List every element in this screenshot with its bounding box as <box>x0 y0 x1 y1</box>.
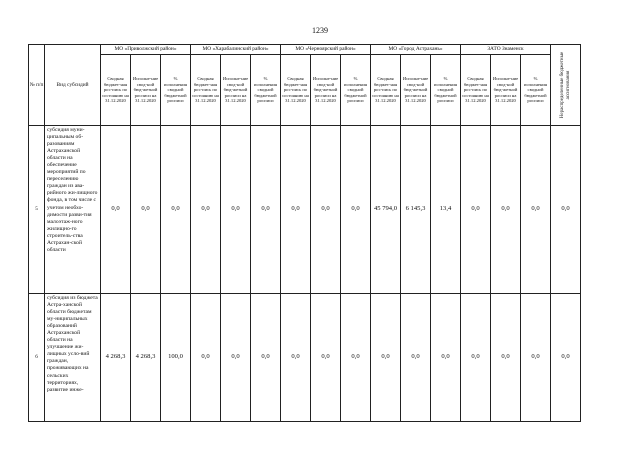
value-cell: 45 794,0 <box>371 126 401 294</box>
header-unallocated <box>551 45 581 126</box>
budget-table <box>28 44 581 422</box>
value-cell: 4 268,3 <box>131 294 161 422</box>
value-cell: 0,0 <box>461 126 491 294</box>
header-group-znamensk: ЗАТО Знаменск <box>461 45 551 55</box>
header-pct: % исполнения сводной бюджетной росписи <box>251 55 281 126</box>
value-cell: 0,0 <box>401 294 431 422</box>
value-cell: 0,0 <box>431 294 461 422</box>
header-plan: Сводная бюджет-ная рос-пись по состоянию на 31.12.2020 <box>191 55 221 126</box>
value-cell: 0,0 <box>341 126 371 294</box>
header-plan: Сводная бюджет-ная рос-пись по состоянию на 31.12.2020 <box>101 55 131 126</box>
header-pct: % исполнения сводной бюджетной росписи <box>431 55 461 126</box>
value-cell: 0,0 <box>131 126 161 294</box>
table-row <box>29 294 581 422</box>
subsidy-name: субсидия муни-ципальным об-разованиям Астраханской области на обеспечение мероприятий по переселению граждан из ава-рийного жи-лищного фонда, в том числе с учетом необхо-димости разви-тия малоэтаж-ного жилищно-го строитель-ства Астрахан-ской области <box>45 126 101 294</box>
header-exec: Исполне-ние свод-ной бюд-жетной росписи на 31.12.2020 <box>491 55 521 126</box>
row-number: 6 <box>29 294 45 422</box>
value-cell: 0,0 <box>371 294 401 422</box>
value-cell: 0,0 <box>251 126 281 294</box>
value-cell: 0,0 <box>221 126 251 294</box>
value-cell: 0,0 <box>461 294 491 422</box>
header-num: № п/п <box>29 45 45 126</box>
header-exec: Исполне-ние свод-ной бюд-жетной росписи на 31.12.2020 <box>311 55 341 126</box>
value-cell: 4 268,3 <box>101 294 131 422</box>
header-plan: Сводная бюджет-ная рос-пись по состоянию на 31.12.2020 <box>281 55 311 126</box>
value-cell: 0,0 <box>521 126 551 294</box>
header-pct: % исполнения сводной бюджетной росписи <box>161 55 191 126</box>
header-exec: Исполне-ние свод-ной бюд-жетной росписи на 31.12.2020 <box>131 55 161 126</box>
header-plan: Сводная бюджет-ная рос-пись по состоянию на 31.12.2020 <box>461 55 491 126</box>
value-cell: 0,0 <box>311 126 341 294</box>
header-group-privolzhsky: МО «Приволжский район» <box>101 45 191 55</box>
header-exec: Исполне-ние свод-ной бюд-жетной росписи на 31.12.2020 <box>401 55 431 126</box>
header-plan: Сводная бюджет-ная рос-пись по состоянию на 31.12.2020 <box>371 55 401 126</box>
subsidy-name: субсидия из бюджета Астра-ханской области бюджетам му-ниципальных образований Астраханской области на улучшение жи-лищных усло-вий граждан, проживающих на сельских территориях, развитие инже- <box>45 294 101 422</box>
header-exec: Исполне-ние свод-ной бюд-жетной росписи на 31.12.2020 <box>221 55 251 126</box>
header-pct: % исполнения сводной бюджетной росписи <box>341 55 371 126</box>
value-cell: 0,0 <box>101 126 131 294</box>
value-cell: 0,0 <box>221 294 251 422</box>
value-cell: 6 145,3 <box>401 126 431 294</box>
value-cell: 0,0 <box>191 294 221 422</box>
value-cell: 0,0 <box>491 126 521 294</box>
header-group-kharabalinsky: МО «Харабалинский район» <box>191 45 281 55</box>
header-unallocated-label: Нераспределенные бюджетные ассигнования <box>559 51 571 119</box>
value-cell: 0,0 <box>491 294 521 422</box>
value-cell: 100,0 <box>161 294 191 422</box>
value-cell: 13,4 <box>431 126 461 294</box>
value-cell: 0,0 <box>161 126 191 294</box>
value-cell: 0,0 <box>551 294 581 422</box>
header-group-astrakhan: МО «Город Астрахань» <box>371 45 461 55</box>
value-cell: 0,0 <box>311 294 341 422</box>
value-cell: 0,0 <box>551 126 581 294</box>
header-name: Вид субсидий <box>45 45 101 126</box>
value-cell: 0,0 <box>281 126 311 294</box>
table-row <box>29 126 581 294</box>
header-pct: % исполнения сводной бюджетной росписи <box>521 55 551 126</box>
page-number: 1239 <box>312 26 328 35</box>
value-cell: 0,0 <box>191 126 221 294</box>
value-cell: 0,0 <box>341 294 371 422</box>
value-cell: 0,0 <box>521 294 551 422</box>
header-group-chernoyarsky: МО «Черноярский район» <box>281 45 371 55</box>
row-number: 5 <box>29 126 45 294</box>
value-cell: 0,0 <box>251 294 281 422</box>
value-cell: 0,0 <box>281 294 311 422</box>
